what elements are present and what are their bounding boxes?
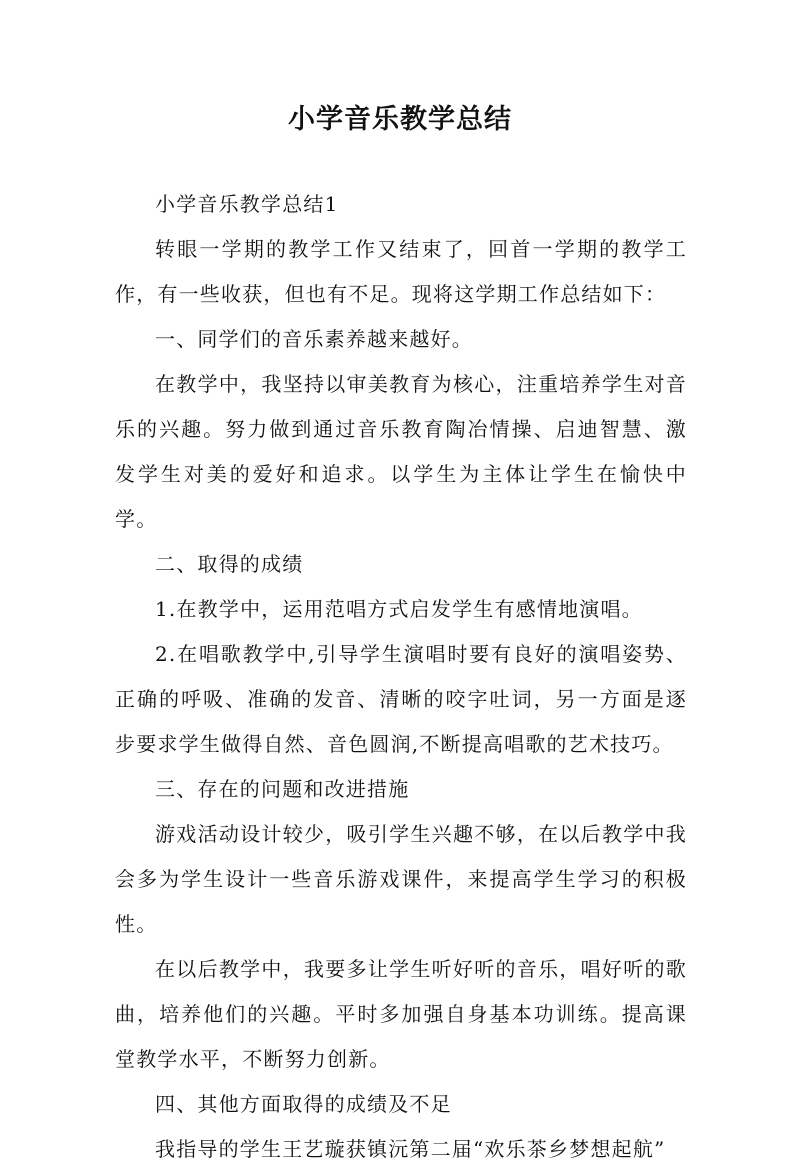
section-heading-1: 一、同学们的音乐素养越来越好。 xyxy=(155,327,473,351)
section-heading-4: 四、其他方面取得的成绩及不足 xyxy=(155,1092,452,1116)
list-item: 1.在教学中，运用范唱方式启发学生有感情地演唱。 xyxy=(155,597,643,621)
intro-paragraph: 转眼一学期的教学工作又结束了，回首一学期的教学工作，有一些收获，但也有不足。现将这学期工作总结如下： xyxy=(115,237,687,306)
body-paragraph: 我指导的学生王艺璇获镇沅第二届“欢乐茶乡梦想起航” xyxy=(155,1137,666,1161)
body-paragraph: 在以后教学中，我要多让学生听好听的音乐，唱好听的歌曲，培养他们的兴趣。平时多加强自身基本功训练。提高课堂教学水平，不断努力创新。 xyxy=(115,957,687,1071)
list-item: 2.在唱歌教学中,引导学生演唱时要有良好的演唱姿势、正确的呼吸、准确的发音、清晰的咬字吐词，另一方面是逐步要求学生做得自然、音色圆润,不断提高唱歌的艺术技巧。 xyxy=(115,642,687,756)
document-title: 小学音乐教学总结 xyxy=(288,104,512,135)
section-heading-3: 三、存在的问题和改进措施 xyxy=(155,777,410,801)
section-heading-2: 二、取得的成绩 xyxy=(155,552,304,576)
body-paragraph: 游戏活动设计较少，吸引学生兴趣不够，在以后教学中我会多为学生设计一些音乐游戏课件，来提高学生学习的积极性。 xyxy=(115,822,687,936)
section-subtitle: 小学音乐教学总结1 xyxy=(155,192,339,216)
document-body xyxy=(115,182,687,1172)
body-paragraph: 在教学中，我坚持以审美教育为核心，注重培养学生对音乐的兴趣。努力做到通过音乐教育陶冶情操、启迪智慧、激发学生对美的爱好和追求。以学生为主体让学生在愉快中学。 xyxy=(115,372,687,531)
